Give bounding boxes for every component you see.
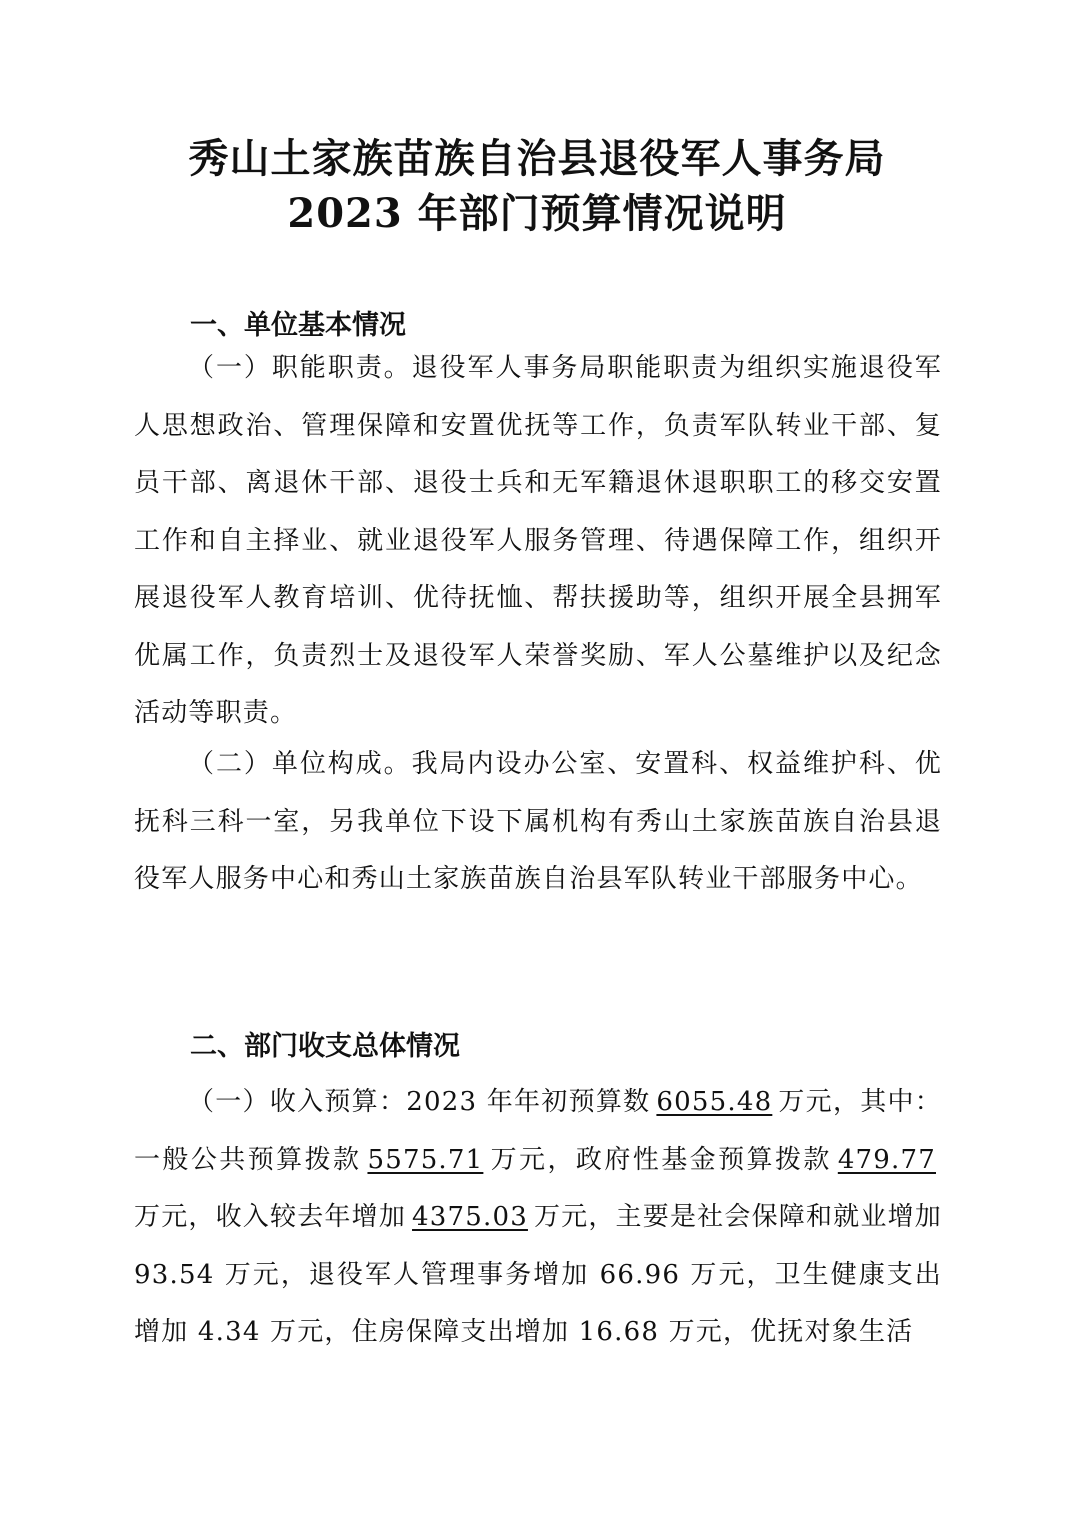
- fund-budget-value: 479.77: [837, 1144, 936, 1175]
- income-text-1: （一）收入预算：2023 年年初预算数: [188, 1087, 651, 1117]
- section1-paragraph-structure: （二）单位构成。我局内设办公室、安置科、权益维护科、优抚科三科一室，另我单位下设下属机构有秀山土家族苗族自治县退役军人服务中心和秀山土家族苗族自治县军队转业干部服务中心。: [134, 749, 942, 894]
- section2-heading: 二、部门收支总体情况: [190, 1031, 460, 1062]
- income-text-3: 万元，政府性基金预算拨款: [489, 1144, 832, 1175]
- section1-heading: 一、单位基本情况: [190, 310, 406, 341]
- section2-paragraph-income: [134, 1074, 942, 1362]
- section1-paragraph-functions: （一）职能职责。退役军人事务局职能职责为组织实施退役军人思想政治、管理保障和安置优抚等工作，负责军队转业干部、复员干部、离退休干部、退役士兵和无军籍退休退职职工的移交安置工作和自主择业、就业退役军人服务管理、待遇保障工作，组织开展退役军人教育培训、优待抚恤、帮扶援助等，组织开展全县拥军优属工作，负责烈士及退役军人荣誉奖励、军人公墓维护以及纪念活动等职责。: [134, 353, 942, 728]
- income-total-value: 6055.48: [656, 1087, 773, 1117]
- income-text-5: 万元，主要是社会保障和就业增加 93.54 万元，退役军人管理事务增加 66.96 万元，卫生健康支出增加 4.34 万元，住房保障支出增加 16.68 万元，优抚对象生活: [134, 1202, 942, 1347]
- income-text-4: 万元，收入较去年增加: [134, 1202, 407, 1232]
- document-title-line2: 2023 年部门预算情况说明: [287, 190, 787, 237]
- general-budget-value: 5575.71: [367, 1144, 484, 1175]
- income-increase-value: 4375.03: [412, 1202, 528, 1232]
- document-title-line1: 秀山土家族苗族自治县退役军人事务局: [188, 135, 886, 182]
- income-text-2: 万元，其中：一般公共预算拨款: [134, 1087, 942, 1175]
